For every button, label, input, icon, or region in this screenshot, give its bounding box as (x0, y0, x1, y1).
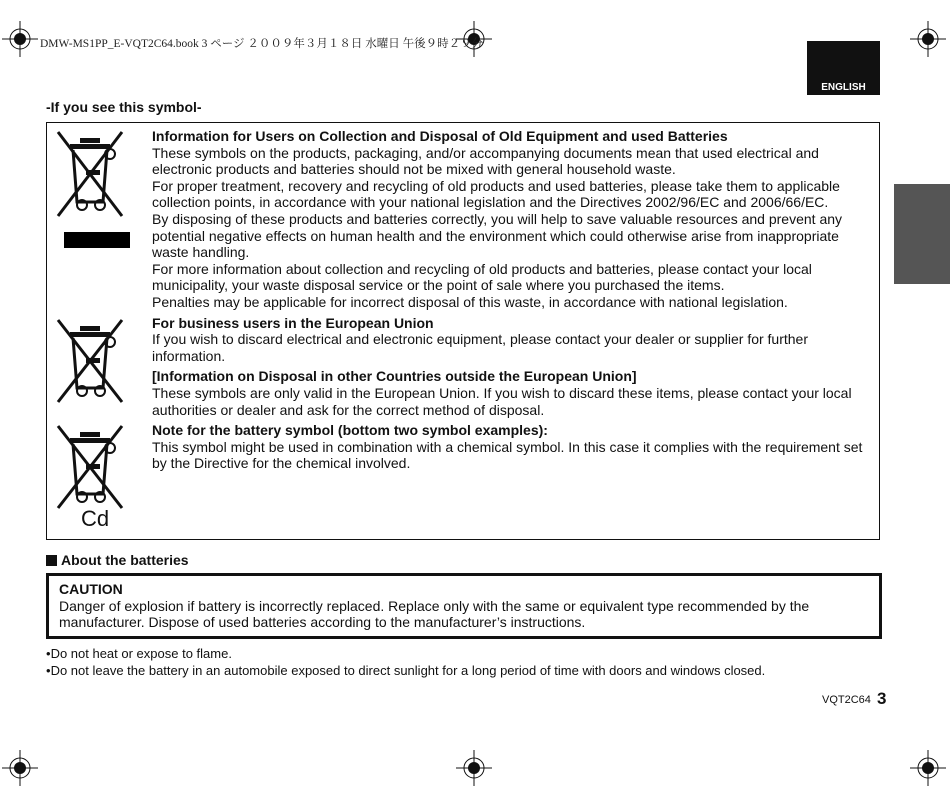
chemical-symbol: Cd (81, 506, 110, 531)
business-heading: For business users in the European Union (152, 314, 434, 331)
registration-mark-icon (2, 21, 38, 57)
file-info-line: DMW-MS1PP_E-VQT2C64.book 3 ページ ２００９年３月１８日 水曜日 午後９時２９分 (40, 38, 484, 50)
info-paragraph: By disposing of these products and batteries correctly, you will help to save valuable resources and prevent any potential negative effects on human health and the environment which could otherwise arise from inappropriate waste handling. (152, 210, 843, 261)
crossed-bin-icon (56, 318, 124, 404)
square-bullet-icon (46, 555, 57, 566)
battery-bullets (46, 646, 765, 679)
batteries-section-title (46, 552, 189, 568)
info-heading: Information for Users on Collection and Disposal of Old Equipment and used Batteries (152, 128, 728, 144)
symbol-info-text (152, 128, 872, 472)
caution-box (46, 573, 882, 639)
language-tab: ENGLISH (807, 41, 880, 95)
info-paragraph: These symbols on the products, packaging, and/or accompanying documents mean that used electrical and electronic products and batteries should not be mixed with general household waste. (152, 144, 819, 178)
side-tab (894, 184, 950, 284)
info-paragraph: Penalties may be applicable for incorrect disposal of this waste, in accordance with national legislation. (152, 293, 788, 310)
bullet-item: •Do not heat or expose to flame. (46, 646, 232, 661)
crossed-bin-icon (56, 424, 124, 510)
crossed-bin-icon (56, 130, 124, 220)
registration-mark-icon (910, 750, 946, 786)
registration-mark-icon (910, 21, 946, 57)
outside-eu-heading: [Information on Disposal in other Countries outside the European Union] (152, 368, 637, 385)
info-paragraph: This symbol might be used in combination with a chemical symbol. In this case it complies with the requirement set by the Directive for the chemical involved. (152, 438, 863, 472)
caution-title: CAUTION (59, 581, 123, 597)
battery-note-heading: Note for the battery symbol (bottom two symbol examples): (152, 422, 548, 439)
bullet-item: •Do not leave the battery in an automobile exposed to direct sunlight for a long period of time with doors and windows closed. (46, 662, 766, 678)
page-number: 3 (877, 689, 887, 708)
registration-mark-icon (456, 750, 492, 786)
section-title: -If you see this symbol- (46, 99, 202, 115)
info-paragraph: If you wish to discard electrical and electronic equipment, please contact your dealer or supplier for further information. (152, 331, 809, 364)
registration-mark-icon (2, 750, 38, 786)
info-paragraph: For proper treatment, recovery and recycling of old products and used batteries, please take them to applicable collection points, in accordance with your national legislation and the Directives 2002/96/EC and 2006/66/EC. (152, 177, 840, 211)
black-bar (64, 232, 130, 248)
caution-text: Danger of explosion if battery is incorrectly replaced. Replace only with the same or equivalent type recommended by the manufacturer. Dispose of used batteries according to the manufacturer’s instructions. (59, 597, 810, 631)
batteries-title-text: About the batteries (61, 552, 189, 568)
model-code: VQT2C64 (822, 694, 871, 706)
info-paragraph: These symbols are only valid in the European Union. If you wish to discard these items, please contact your local authorities or dealer and ask for the correct method of disposal. (152, 384, 852, 418)
info-paragraph: For more information about collection and recycling of old products and batteries, please contact your local municipality, your waste disposal service or the point of sale where you purchased the items. (152, 260, 812, 294)
